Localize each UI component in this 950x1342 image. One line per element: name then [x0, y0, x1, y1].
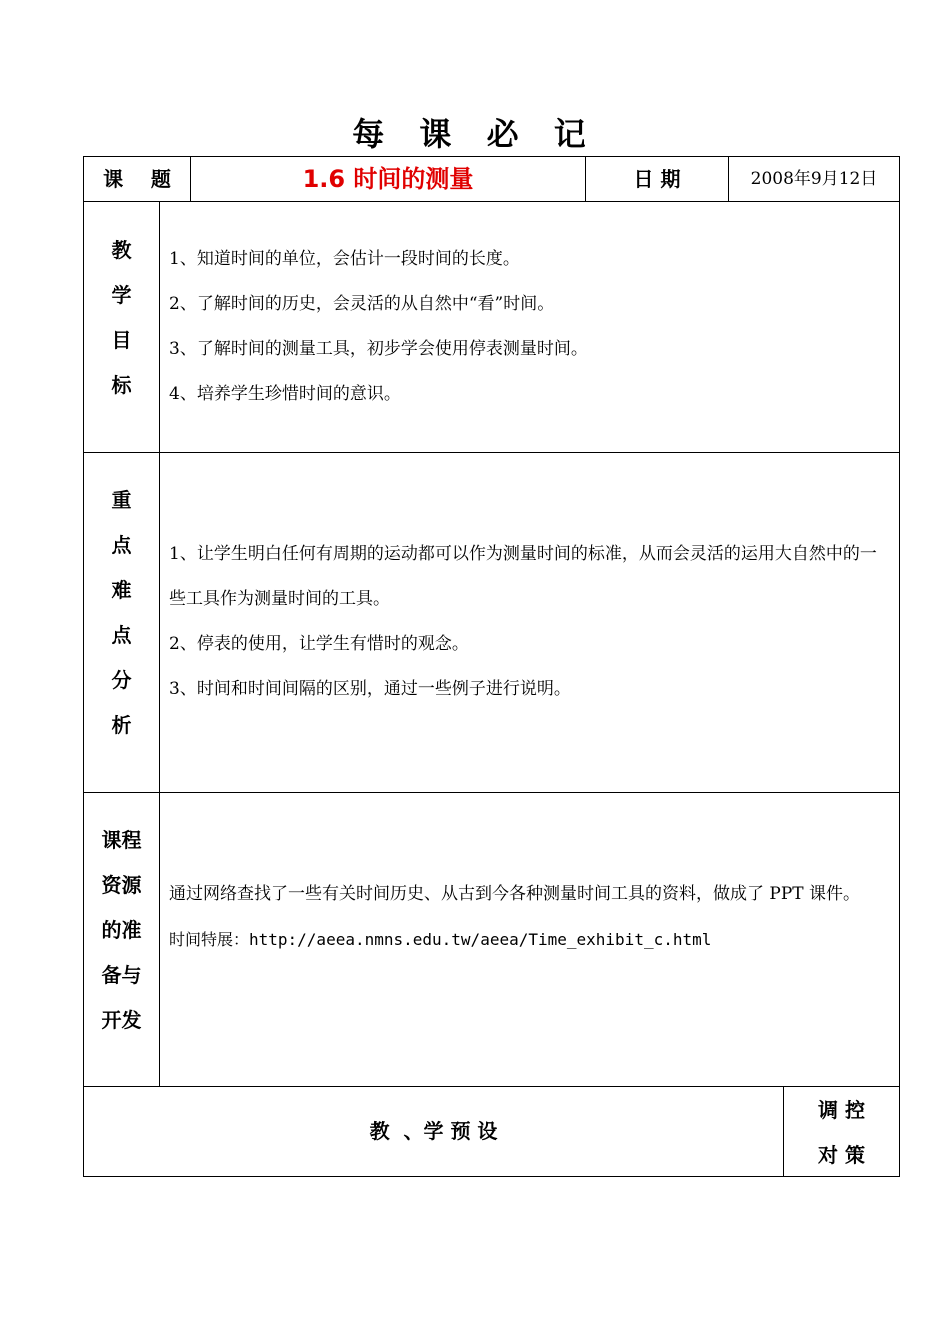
key-point-item: 2、停表的使用，让学生有惜时的观念。 — [169, 634, 469, 654]
table-border-right — [899, 156, 900, 1177]
resources-label-line: 开发 — [101, 1008, 142, 1032]
objective-item: 4、培养学生珍惜时间的意识。 — [169, 384, 401, 404]
control-strategy-label — [784, 1088, 899, 1178]
objective-item: 1、知道时间的单位，会估计一段时间的长度。 — [169, 249, 520, 269]
objectives-label-char: 目 — [111, 328, 132, 352]
key-points-label — [84, 478, 159, 748]
page-title: 每 课 必 记 — [352, 115, 598, 153]
row-divider — [83, 201, 900, 202]
key-points-label-char: 重 — [111, 488, 132, 512]
resources-content — [169, 872, 891, 962]
key-point-item: 3、时间和时间间隔的区别，通过一些例子进行说明。 — [169, 679, 571, 699]
table-border-bottom — [83, 1176, 900, 1177]
resources-label — [84, 818, 159, 1043]
resources-label-line: 资源 — [101, 873, 142, 897]
objectives-label-char: 标 — [111, 373, 132, 397]
date-label: 日 期 — [633, 167, 681, 191]
key-points-label-char: 点 — [111, 623, 132, 647]
key-points-label-char: 点 — [111, 533, 132, 557]
key-points-label-char: 析 — [111, 713, 132, 737]
subject-label: 课 题 — [103, 167, 171, 191]
resource-link: 时间特展：http://aeea.nmns.edu.tw/aeea/Time_exhibit_c.html — [169, 930, 712, 949]
key-points-label-char: 分 — [111, 668, 132, 692]
row-divider — [83, 792, 900, 793]
lesson-title: 1.6 时间的测量 — [302, 165, 474, 193]
objectives-label-char: 教 — [111, 238, 132, 262]
date-value: 2008年9月12日 — [750, 169, 878, 189]
col-divider — [159, 201, 160, 1086]
objective-item: 2、了解时间的历史，会灵活的从自然中“看”时间。 — [169, 294, 555, 314]
teaching-preset-label: 教 、学 预 设 — [369, 1119, 498, 1143]
key-points-label-char: 难 — [111, 578, 132, 602]
resources-label-line: 课程 — [101, 828, 142, 852]
control-label-line: 调 控 — [818, 1098, 865, 1122]
row-divider — [83, 452, 900, 453]
control-label-line: 对 策 — [818, 1143, 865, 1167]
objectives-content — [169, 237, 891, 417]
objective-item: 3、了解时间的测量工具，初步学会使用停表测量时间。 — [169, 339, 588, 359]
resource-item: 通过网络查找了一些有关时间历史、从古到今各种测量时间工具的资料，做成了 PPT 课件。 — [169, 884, 861, 904]
key-points-content — [169, 532, 891, 712]
objectives-label-char: 学 — [111, 283, 132, 307]
objectives-label — [84, 228, 159, 408]
resources-label-line: 的准 — [101, 918, 142, 942]
key-point-item: 1、让学生明白任何有周期的运动都可以作为测量时间的标准，从而会灵活的运用大自然中的一些工具作为测量时间的工具。 — [169, 544, 877, 609]
resources-label-line: 备与 — [101, 963, 142, 987]
